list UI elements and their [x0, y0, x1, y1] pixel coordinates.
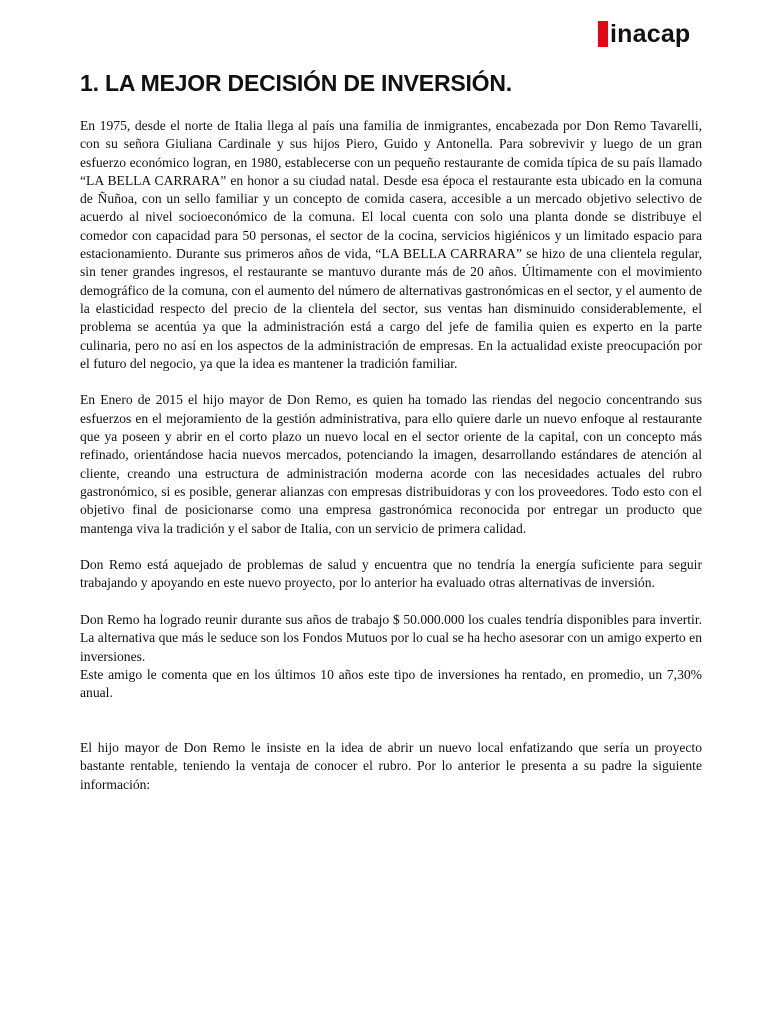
paragraph-return: Este amigo le comenta que en los últimos 10 años este tipo de inversiones ha rentado, en promedio, un 7,30% anual. — [80, 666, 702, 701]
paragraph-son-plan: En Enero de 2015 el hijo mayor de Don Remo, es quien ha tomado las riendas del negocio concentrando sus esfuerzos en el mejoramiento de la gestión administrativa, para ello quiere darle un nuevo enfoque al restaurante que ya poseen y abrir en el corto plazo un nuevo local en el sector oriente de la capital, con un concepto más refinado, orientándose hacia nuevos mercados, potenciando la imagen, desarrollando estándares de atención al cliente, creando una estructura de administración moderna acorde con las necesidades actuales del rubro gastronómico, si es posible, generar alianzas con empresas distribuidoras y con los proveedores. Todo esto con el objetivo final de posicionarse como una empresa gastronómica reconocida por entregar un producto que mantenga viva la tradición y el sabor de Italia, con un servicio de primera calidad. — [80, 392, 702, 536]
paragraph-savings: Don Remo ha logrado reunir durante sus años de trabajo $ 50.000.000 los cuales tendría disponibles para invertir. La alternativa que más le seduce son los Fondos Mutuos por lo cual se ha hecho asesorar con un amigo experto en inversiones. — [80, 612, 702, 664]
paragraph-spacer — [80, 593, 702, 611]
paragraph-spacer — [80, 538, 702, 556]
logo-mark-icon — [598, 21, 608, 47]
logo-text: inacap — [610, 20, 691, 48]
inacap-logo — [598, 20, 690, 48]
paragraph-health: Don Remo está aquejado de problemas de salud y encuentra que no tendría la energía suficiente para seguir trabajando y apoyando en este nuevo proyecto, por lo anterior ha evaluado otras alternativas de inversión. — [80, 557, 702, 591]
paragraph-spacer — [80, 373, 702, 391]
document-title: 1. LA MEJOR DECISIÓN DE INVERSIÓN. — [80, 70, 512, 96]
paragraph-spacer — [80, 703, 702, 740]
document-body — [80, 117, 702, 794]
paragraph-proposal: El hijo mayor de Don Remo le insiste en la idea de abrir un nuevo local enfatizando que sería un proyecto bastante rentable, teniendo la ventaja de conocer el rubro. Por lo anterior le presenta a su padre la siguiente información: — [80, 740, 702, 792]
paragraph-history: En 1975, desde el norte de Italia llega al país una familia de inmigrantes, encabezada por Don Remo Tavarelli, con su señora Giuliana Cardinale y sus hijos Piero, Guido y Antonella. Para sobrevivir y luego de un gran esfuerzo económico logran, en 1980, establecerse con un pequeño restaurante de comida típica de su país llamado “LA BELLA CARRARA” en honor a su ciudad natal. Desde esa época el restaurante esta ubicado en la comuna de Ñuñoa, con un sello familiar y un concepto de comida casera, accesible a un mercado objetivo selectivo de acuerdo al nivel socioeconómico de la comuna. El local cuenta con solo una planta donde se distribuye el comedor con capacidad para 50 personas, el sector de la cocina, servicios higiénicos y un limitado espacio para estacionamiento. Durante sus primeros años de vida, “LA BELLA CARRARA” se hizo de una clientela regular, sin tener grandes ingresos, el restaurante se mantuvo durante más de 20 años. Últimamente con el movimiento demográfico de la comuna, con el aumento del número de alternativas gastronómicas en el sector, y el aumento de la elasticidad respecto del precio de la clientela del sector, sus ventas han disminuido considerablemente, el problema se acentúa ya que la administración está a cargo del jefe de familia quien es experto en la parte culinaria, pero no así en los aspectos de la administración de empresas. En la actualidad existe preocupación por el futuro del negocio, ya que la idea es mantener la tradición familiar. — [80, 118, 702, 371]
